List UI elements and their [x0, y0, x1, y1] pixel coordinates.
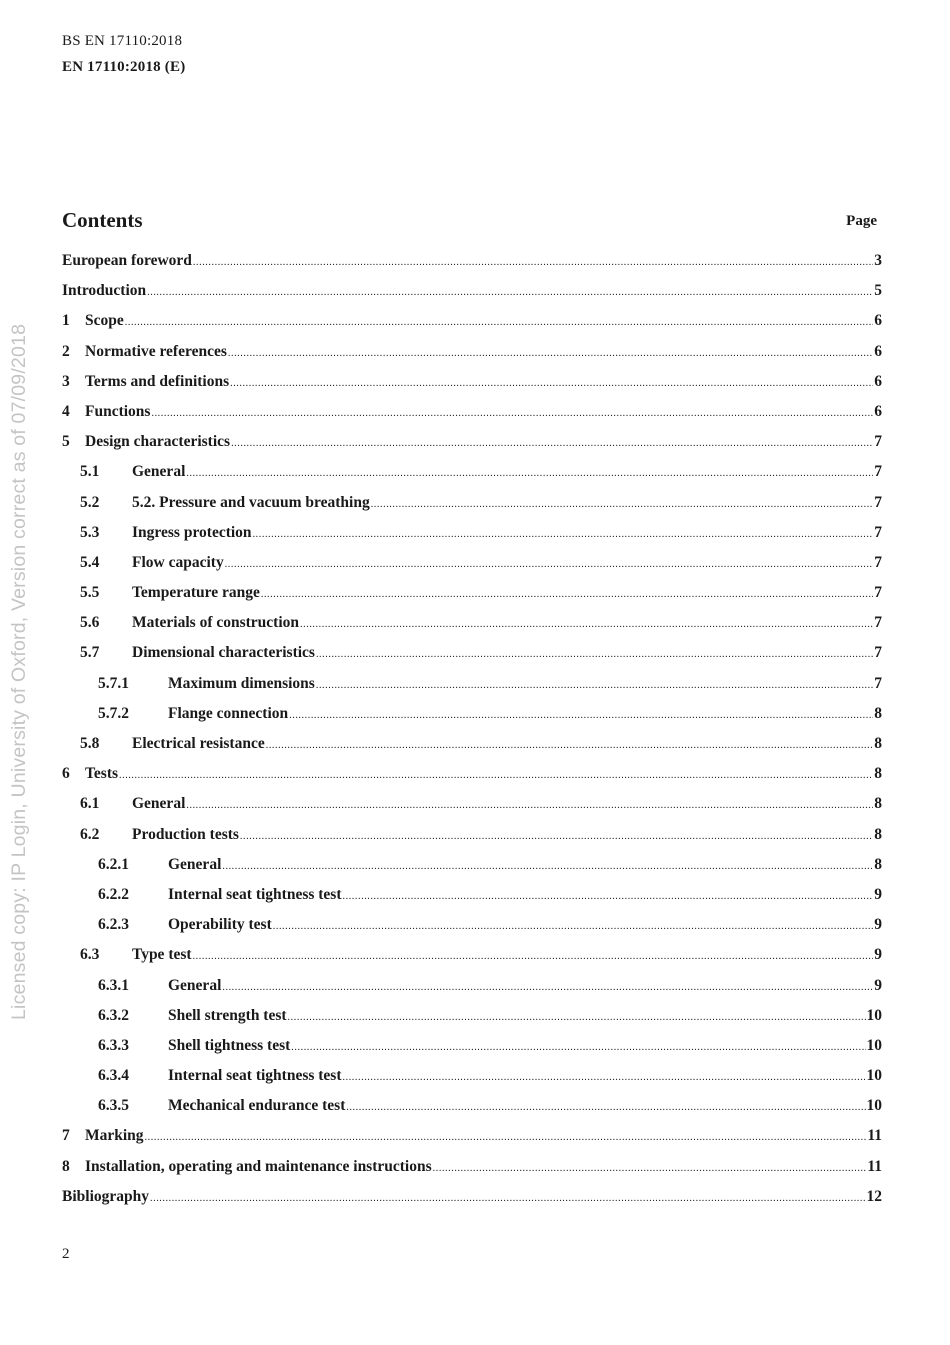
toc-dot-leader: [261, 589, 873, 600]
toc-entry-page: 3: [874, 252, 882, 269]
toc-dot-leader: [240, 831, 873, 842]
toc-entry[interactable]: [62, 1037, 882, 1067]
toc-entry[interactable]: [62, 735, 882, 765]
toc-entry-title: Production tests: [132, 825, 239, 843]
toc-entry-title: Normative references: [85, 342, 227, 360]
toc-entry-number: 6.3.4: [98, 1067, 129, 1085]
toc-entry-number: 5: [62, 433, 70, 451]
toc-entry-number: 5.7: [80, 644, 100, 662]
toc-entry-page: 10: [866, 1097, 882, 1115]
toc-entry-page: 9: [874, 946, 882, 964]
toc-entry[interactable]: [62, 1067, 882, 1097]
toc-dot-leader: [273, 921, 874, 932]
toc-entry[interactable]: [62, 554, 882, 584]
toc-entry-page: 6: [874, 342, 882, 360]
toc-entry-page: 7: [874, 584, 882, 602]
toc-dot-leader: [343, 891, 874, 902]
toc-entry-title: General: [132, 463, 186, 481]
toc-entry-title: Installation, operating and maintenance instructions: [85, 1157, 432, 1175]
toc-entry-number: 6.3.1: [98, 976, 129, 994]
toc-entry-title: Scope: [85, 312, 124, 330]
toc-entry-title: Ingress protection: [132, 523, 252, 541]
toc-entry-number: 6.3.3: [98, 1036, 129, 1054]
toc-entry-title: Shell tightness test: [168, 1036, 291, 1054]
toc-entry[interactable]: [62, 282, 882, 312]
toc-entry-page: 7: [874, 674, 882, 692]
toc-entry[interactable]: [62, 916, 882, 946]
toc-entry-page: 8: [874, 855, 882, 873]
toc-dot-leader: [371, 499, 874, 510]
toc-entry[interactable]: [62, 343, 882, 373]
toc-dot-leader: [230, 378, 873, 389]
toc-entry-title: General: [132, 795, 186, 813]
toc-entry-title: Internal seat tightness test: [168, 885, 342, 903]
toc-entry[interactable]: [62, 886, 882, 916]
toc-dot-leader: [231, 438, 873, 449]
toc-entry-title: Operability test: [168, 916, 272, 934]
contents-heading: Contents: [62, 208, 143, 232]
toc-entry-number: 8: [62, 1157, 70, 1175]
toc-dot-leader: [125, 317, 874, 328]
toc-entry[interactable]: [62, 373, 882, 403]
toc-dot-leader: [151, 408, 873, 419]
toc-entry-title: Design characteristics: [85, 433, 231, 451]
toc-entry-title: Flange connection: [168, 704, 289, 722]
toc-dot-leader: [119, 770, 873, 781]
toc-dot-leader: [346, 1102, 865, 1113]
toc-entry[interactable]: [62, 614, 882, 644]
toc-entry-page: 12: [866, 1187, 882, 1205]
toc-entry[interactable]: [62, 312, 882, 342]
toc-entry-title: Dimensional characteristics: [132, 644, 315, 662]
toc-entry[interactable]: [62, 433, 882, 463]
toc-dot-leader: [266, 740, 874, 751]
toc-entry-title: Terms and definitions: [85, 372, 230, 390]
toc-entry-title: Shell strength test: [168, 1006, 287, 1024]
toc-entry[interactable]: [62, 463, 882, 493]
toc-entry-number: 6.2.2: [98, 885, 129, 903]
toc-entry-page: 7: [874, 463, 882, 481]
toc-entry-number: 6.2: [80, 825, 100, 843]
toc-entry-title: Type test: [132, 946, 192, 964]
toc-entry-number: 6.3.2: [98, 1006, 129, 1024]
toc-entry-number: 5.1: [80, 463, 100, 481]
toc-entry-page: 9: [874, 916, 882, 934]
document-edition: EN 17110:2018 (E): [62, 59, 186, 75]
toc-entry-title: Marking: [85, 1127, 144, 1145]
toc-entry-number: 5.4: [80, 553, 100, 571]
toc-dot-leader: [193, 257, 873, 268]
toc-entry[interactable]: [62, 403, 882, 433]
toc-entry[interactable]: [62, 584, 882, 614]
toc-dot-leader: [343, 1072, 866, 1083]
toc-entry-number: 5.2: [80, 493, 100, 511]
toc-entry-page: 6: [874, 312, 882, 330]
toc-entry-title: Internal seat tightness test: [168, 1067, 342, 1085]
table-of-contents: [62, 252, 882, 1218]
toc-dot-leader: [291, 1042, 865, 1053]
toc-entry[interactable]: [62, 1097, 882, 1127]
toc-entry-page: 6: [874, 402, 882, 420]
toc-entry-number: 6.3.5: [98, 1097, 129, 1115]
toc-entry-number: 5.5: [80, 584, 100, 602]
toc-entry-title: Functions: [85, 402, 151, 420]
toc-entry-number: 6: [62, 765, 70, 783]
toc-dot-leader: [193, 951, 874, 962]
toc-entry-title: Mechanical endurance test: [168, 1097, 346, 1115]
toc-entry-number: 6.2.1: [98, 855, 129, 873]
toc-dot-leader: [222, 861, 873, 872]
toc-entry-number: 2: [62, 342, 70, 360]
toc-entry-number: 4: [62, 402, 70, 420]
toc-entry-title: Tests: [85, 765, 119, 783]
toc-entry-title: General: [168, 855, 222, 873]
toc-entry-title: General: [168, 976, 222, 994]
toc-entry-title: Flow capacity: [132, 553, 224, 571]
toc-dot-leader: [225, 559, 874, 570]
toc-dot-leader: [147, 287, 873, 298]
toc-dot-leader: [288, 1012, 866, 1023]
toc-entry-page: 9: [874, 885, 882, 903]
page-number: 2: [62, 1246, 70, 1262]
toc-entry-number: 6.1: [80, 795, 100, 813]
toc-entry[interactable]: [62, 795, 882, 825]
toc-entry-number: 5.7.1: [98, 674, 129, 692]
toc-entry-number: 5.7.2: [98, 704, 129, 722]
toc-entry-number: 3: [62, 372, 70, 390]
toc-entry[interactable]: [62, 644, 882, 674]
toc-entry-title: Materials of construction: [132, 614, 300, 632]
toc-entry-title: Electrical resistance: [132, 735, 265, 752]
toc-entry[interactable]: [62, 946, 882, 976]
toc-entry[interactable]: [62, 977, 882, 1007]
toc-entry[interactable]: [62, 1127, 882, 1157]
toc-dot-leader: [300, 619, 873, 630]
toc-entry[interactable]: [62, 765, 882, 795]
toc-entry-number: 7: [62, 1127, 70, 1145]
toc-entry-page: 7: [874, 644, 882, 662]
toc-entry[interactable]: [62, 826, 882, 856]
toc-entry-number: 5.8: [80, 735, 100, 752]
toc-entry[interactable]: [62, 524, 882, 554]
toc-entry-page: 8: [874, 735, 882, 752]
toc-dot-leader: [222, 982, 873, 993]
toc-dot-leader: [186, 468, 873, 479]
toc-entry[interactable]: [62, 1007, 882, 1037]
toc-dot-leader: [316, 649, 873, 660]
toc-entry-title: European foreword: [62, 252, 192, 269]
license-watermark: Licensed copy: IP Login, University of Oxford, Version correct as of 07/09/2018: [8, 323, 30, 1020]
toc-entry-page: 8: [874, 765, 882, 783]
toc-entry-title: Maximum dimensions: [168, 674, 315, 692]
toc-dot-leader: [186, 800, 873, 811]
toc-dot-leader: [253, 529, 874, 540]
toc-entry-page: 5: [874, 282, 882, 300]
toc-dot-leader: [433, 1163, 867, 1174]
toc-entry[interactable]: [62, 494, 882, 524]
toc-entry-number: 6.3: [80, 946, 100, 964]
toc-dot-leader: [289, 710, 873, 721]
toc-entry-page: 7: [874, 523, 882, 541]
toc-entry-page: 7: [874, 614, 882, 632]
toc-entry-page: 8: [874, 795, 882, 813]
toc-entry-title: Temperature range: [132, 584, 260, 602]
toc-entry-page: 7: [874, 493, 882, 511]
toc-entry-page: 11: [867, 1157, 882, 1175]
toc-entry[interactable]: [62, 705, 882, 735]
toc-entry[interactable]: [62, 1188, 882, 1218]
toc-entry-number: 6.2.3: [98, 916, 129, 934]
toc-dot-leader: [228, 348, 873, 359]
toc-entry-page: 6: [874, 372, 882, 390]
toc-entry-number: 5.6: [80, 614, 100, 632]
toc-entry-title: Introduction: [62, 282, 147, 300]
toc-entry[interactable]: [62, 1158, 882, 1188]
toc-entry[interactable]: [62, 856, 882, 886]
page-column-label: Page: [846, 213, 877, 229]
toc-entry-page: 8: [874, 825, 882, 843]
toc-dot-leader: [316, 680, 873, 691]
toc-dot-leader: [145, 1132, 867, 1143]
toc-entry-title: Bibliography: [62, 1187, 149, 1205]
toc-entry-page: 10: [866, 1067, 882, 1085]
document-id: BS EN 17110:2018: [62, 33, 183, 49]
toc-entry[interactable]: [62, 252, 882, 282]
toc-entry[interactable]: [62, 675, 882, 705]
toc-entry-page: 7: [874, 553, 882, 571]
toc-entry-page: 7: [874, 433, 882, 451]
toc-entry-number: 5.3: [80, 523, 100, 541]
toc-entry-page: 9: [874, 976, 882, 994]
toc-entry-page: 10: [866, 1036, 882, 1054]
toc-entry-number: 1: [62, 312, 70, 330]
toc-dot-leader: [150, 1193, 866, 1204]
toc-entry-page: 8: [874, 704, 882, 722]
toc-entry-page: 11: [867, 1127, 882, 1145]
toc-entry-page: 10: [866, 1006, 882, 1024]
toc-entry-title: 5.2. Pressure and vacuum breathing: [132, 493, 370, 511]
